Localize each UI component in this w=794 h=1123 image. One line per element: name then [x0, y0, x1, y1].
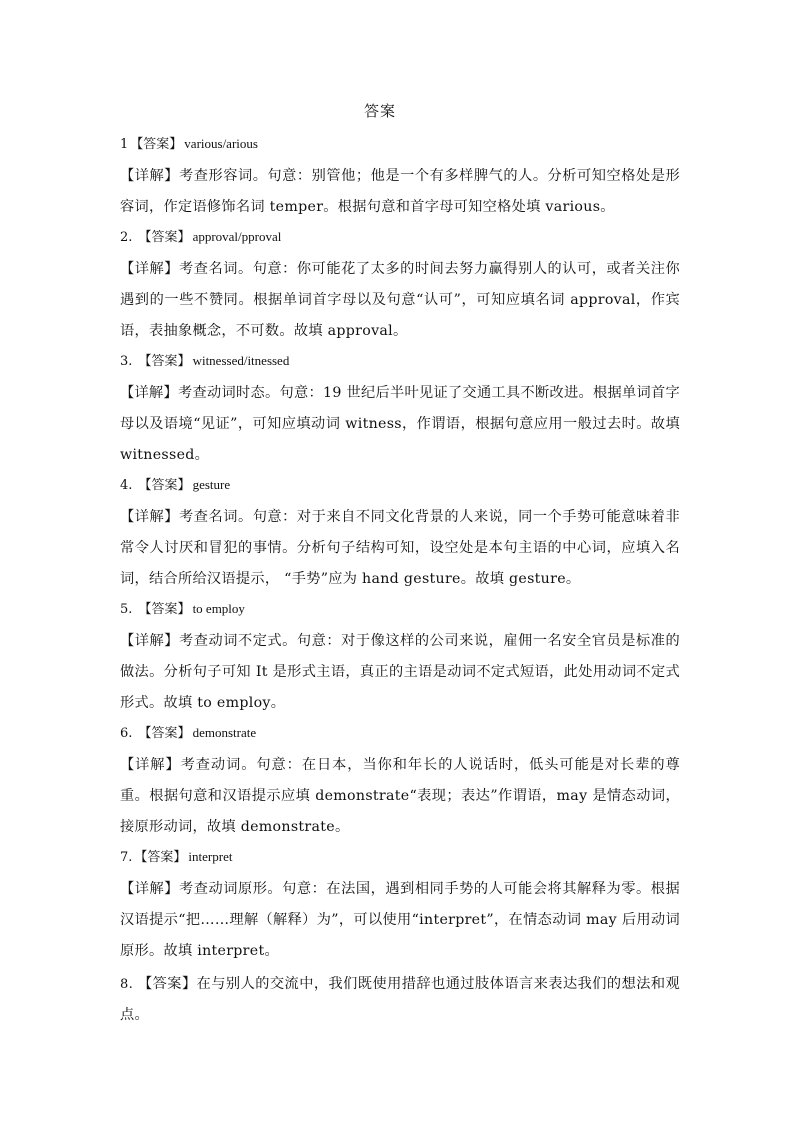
item-number: 3.	[120, 354, 133, 369]
answer-item-4	[120, 475, 680, 595]
answer-tag: 【答案】	[138, 354, 191, 369]
answer-item-1	[120, 134, 680, 223]
answer-tag: 【答案】	[138, 478, 191, 493]
answer-line	[120, 969, 680, 1031]
answer-item-6	[120, 723, 680, 843]
answer-item-2	[120, 227, 680, 347]
answer-line	[120, 599, 680, 620]
item-number: 2.	[120, 230, 133, 245]
item-number: 5.	[120, 602, 133, 617]
answer-line	[120, 134, 680, 155]
answer-tag: 【答案】	[130, 137, 183, 152]
answer-value: interpret	[188, 849, 233, 864]
answer-value: demonstrate	[192, 725, 257, 740]
answer-detail: 【详解】考查动词。句意：在日本，当你和年长的人说话时，低头可能是对长辈的尊重。根据句意和汉语提示应填 demonstrate“表现；表达”作谓语，may 是情态动词，接原形动词，故填 demonstrate。	[120, 757, 680, 835]
answer-item-3	[120, 351, 680, 471]
page-title: 答案	[363, 102, 396, 120]
answer-tag: 【答案】	[138, 602, 191, 617]
answer-detail: 【详解】考查名词。句意：对于来自不同文化背景的人来说，同一个手势可能意味着非常令人讨厌和冒犯的事情。分析句子结构可知，设空处是本句主语的中心词，应填入名词，结合所给汉语提示， “手势”应为 hand gesture。故填 gesture。	[120, 509, 680, 587]
answer-value: approval/pproval	[192, 229, 282, 244]
answer-value: 在与别人的交流中，我们既使用措辞也通过肢体语言来表达我们的想法和观点。	[120, 976, 681, 1023]
answer-value: witnessed/itnessed	[192, 353, 290, 368]
item-number: 1	[120, 137, 129, 152]
answer-item-5	[120, 599, 680, 719]
item-number: 6.	[120, 726, 133, 741]
answer-value: gesture	[192, 477, 231, 492]
answer-item-8	[120, 969, 680, 1031]
answer-tag: 【答案】	[138, 230, 191, 245]
item-number: 4.	[120, 478, 133, 493]
answer-item-7	[120, 847, 680, 967]
answer-line	[120, 723, 680, 744]
answer-line	[120, 351, 680, 372]
answer-value: to employ	[192, 601, 245, 616]
answer-line	[120, 227, 680, 248]
item-number: 8.	[120, 977, 134, 992]
answer-detail: 【详解】考查动词原形。句意：在法国，遇到相同手势的人可能会将其解释为零。根据汉语提示“把……理解（解释）为”，可以使用“interpret”，在情态动词 may 后用动词原形。故填 interpret。	[120, 881, 680, 959]
answer-detail: 【详解】考查动词不定式。句意：对于像这样的公司来说，雇佣一名安全官员是标准的做法。分析句子可知 It 是形式主语，真正的主语是动词不定式短语，此处用动词不定式形式。故填 to employ。	[120, 633, 680, 711]
answer-tag: 【答案】	[138, 726, 191, 741]
answer-line	[120, 847, 680, 868]
answer-tag: 【答案】	[134, 850, 187, 865]
answer-value: various/arious	[184, 136, 258, 151]
answer-line	[120, 475, 680, 496]
item-number: 7.	[120, 850, 133, 865]
answer-detail: 【详解】考查名词。句意：你可能花了太多的时间去努力赢得别人的认可，或者关注你遇到的一些不赞同。根据单词首字母以及句意“认可”，可知应填名词 approval，作宾语，表抽象概念，不可数。故填 approval。	[120, 261, 680, 339]
answer-detail: 【详解】考查形容词。句意：别管他；他是一个有多样脾气的人。分析可知空格处是形容词，作定语修饰名词 temper。根据句意和首字母可知空格处填 various。	[120, 168, 680, 215]
answer-tag: 【答案】	[138, 976, 197, 992]
answer-list	[120, 130, 680, 1033]
answer-detail: 【详解】考查动词时态。句意：19 世纪后半叶见证了交通工具不断改进。根据单词首字母以及语境“见证”，可知应填动词 witness，作谓语，根据句意应用一般过去时。故填 witnessed。	[120, 385, 680, 463]
